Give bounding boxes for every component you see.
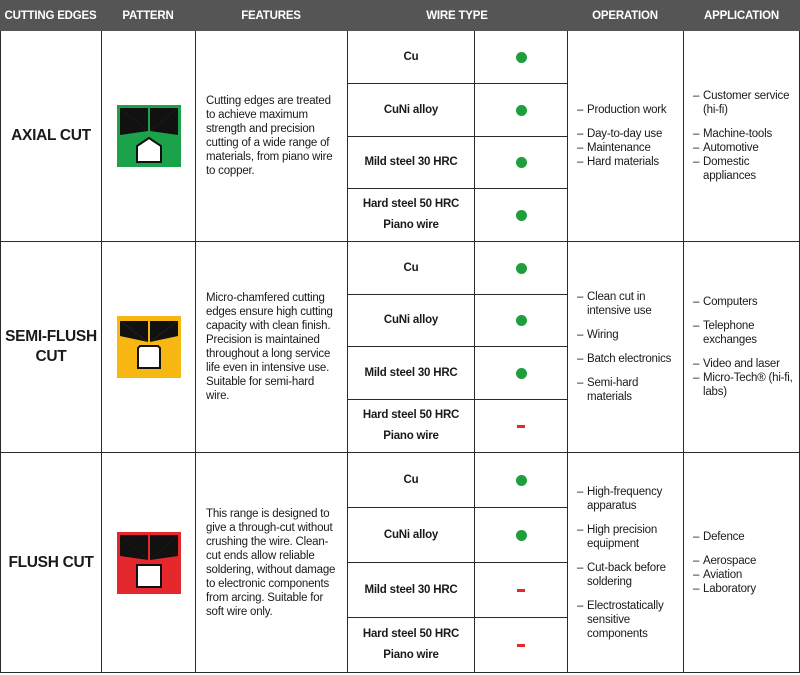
- suitability-mark: [475, 137, 567, 188]
- suitability-mark: [475, 508, 567, 562]
- features-semi-flush-cut: Micro-chamfered cutting edges ensure high cutting capacity with clean finish. Precision is maintained throughout a long service life even in intensive use. Suitable for semi-hard wire.: [206, 292, 333, 402]
- header-pattern: PATTERN: [122, 9, 174, 22]
- unsuitable-dash-icon: [517, 425, 525, 428]
- wire-type-cuni-alloy: CuNi alloy: [383, 103, 439, 116]
- header-operation: OPERATION: [592, 9, 658, 22]
- suitable-dot-icon: [516, 105, 527, 116]
- wire-type-piano-wire-line2: Piano wire: [383, 649, 439, 661]
- operation-item: – Clean cut in intensive use: [577, 290, 683, 318]
- wire-type-hard-steel-line1: Hard steel 50 HRC: [362, 198, 460, 210]
- suitability-mark: [475, 453, 567, 507]
- operation-item: – Wiring: [577, 328, 683, 342]
- operation-item: – Electrostatically sensitive components: [577, 599, 683, 641]
- table-header: [0, 0, 800, 31]
- pattern-cell: [102, 242, 195, 452]
- application-item: – Micro-Tech® (hi-fi, labs): [693, 371, 799, 399]
- wire-type-cu: Cu: [403, 50, 419, 63]
- suitability-mark: [475, 347, 567, 399]
- flush-cut-pattern-icon: [117, 532, 181, 594]
- suitable-dot-icon: [516, 315, 527, 326]
- row-label-text-line2: CUT: [35, 348, 67, 365]
- pattern-cell: [102, 453, 195, 672]
- semi-flush-cut-pattern-icon: [117, 316, 181, 378]
- wire-type-hard-steel: [348, 189, 474, 241]
- operation-semi-flush-cut: [568, 242, 683, 452]
- wire-type-hard-steel: [348, 618, 474, 672]
- application-axial-cut: [684, 31, 799, 241]
- operation-axial-cut: [568, 31, 683, 241]
- features-flush-cut: This range is designed to give a through-cut without crushing the wire. Clean-cut ends allow reliable soldering, without damage to electronic components from arcing. Suitable for soft wire only.: [206, 507, 336, 618]
- wire-type-cu: Cu: [403, 473, 419, 486]
- application-item: – Laboratory: [693, 582, 756, 596]
- header-cutting-edges: CUTTING EDGES: [4, 9, 97, 22]
- suitable-dot-icon: [516, 368, 527, 379]
- suitability-mark: [475, 84, 567, 136]
- suitable-dot-icon: [516, 475, 527, 486]
- axial-cut-pattern-icon: [117, 105, 181, 167]
- application-item: – Aviation: [693, 568, 756, 582]
- application-item: – Defence: [693, 530, 756, 544]
- operation-item: – High precision equipment: [577, 523, 683, 551]
- row-label-text: FLUSH CUT: [8, 553, 94, 571]
- unsuitable-dash-icon: [517, 644, 525, 647]
- row-label-axial-cut: [1, 31, 101, 241]
- application-item: – Video and laser: [693, 357, 799, 371]
- wire-type-mild-steel: Mild steel 30 HRC: [364, 366, 458, 379]
- operation-item: – Maintenance: [577, 141, 666, 155]
- operation-item: – Hard materials: [577, 155, 666, 169]
- row-label-semi-flush-cut: [1, 242, 101, 452]
- application-item: – Computers: [693, 295, 799, 309]
- row-label-flush-cut: [1, 453, 101, 672]
- suitable-dot-icon: [516, 263, 527, 274]
- header-wire-type: WIRE TYPE: [426, 9, 488, 22]
- pattern-cell: [102, 31, 195, 241]
- operation-item: – Production work: [577, 103, 666, 117]
- table-body: [0, 31, 800, 673]
- features-axial-cut: Cutting edges are treated to achieve maximum strength and precision cutting of a wide range of materials, from piano wire to copper.: [206, 95, 333, 177]
- application-flush-cut: [684, 453, 799, 672]
- unsuitable-dash-icon: [517, 589, 525, 592]
- wire-type-cuni-alloy: CuNi alloy: [383, 528, 439, 541]
- application-item: – Domestic appliances: [693, 155, 799, 183]
- operation-item: – High-frequency apparatus: [577, 485, 683, 513]
- wire-type-hard-steel-line1: Hard steel 50 HRC: [362, 409, 460, 421]
- suitability-mark: [475, 618, 567, 672]
- application-item: – Machine-tools: [693, 127, 799, 141]
- application-item: – Customer service (hi-fi): [693, 89, 799, 117]
- wire-type-hard-steel-line1: Hard steel 50 HRC: [362, 628, 460, 640]
- suitable-dot-icon: [516, 530, 527, 541]
- suitable-dot-icon: [516, 210, 527, 221]
- operation-item: – Batch electronics: [577, 352, 683, 366]
- operation-flush-cut: [568, 453, 683, 672]
- wire-type-piano-wire-line2: Piano wire: [383, 219, 439, 231]
- suitability-mark: [475, 295, 567, 346]
- row-label-text: AXIAL CUT: [11, 127, 91, 144]
- suitable-dot-icon: [516, 52, 527, 63]
- operation-item: – Day-to-day use: [577, 127, 666, 141]
- wire-type-mild-steel: Mild steel 30 HRC: [364, 583, 458, 596]
- application-item: – Telephone exchanges: [693, 319, 799, 347]
- suitability-mark: [475, 563, 567, 617]
- wire-type-hard-steel: [348, 400, 474, 452]
- operation-item: – Cut-back before soldering: [577, 561, 683, 589]
- suitability-mark: [475, 31, 567, 83]
- suitable-dot-icon: [516, 157, 527, 168]
- operation-item: – Semi-hard materials: [577, 376, 683, 404]
- application-item: – Aerospace: [693, 554, 756, 568]
- row-label-text: SEMI-FLUSH: [5, 328, 97, 345]
- suitability-mark: [475, 400, 567, 452]
- wire-type-cuni-alloy: CuNi alloy: [383, 314, 439, 326]
- header-application: APPLICATION: [704, 9, 779, 22]
- wire-type-piano-wire-line2: Piano wire: [383, 430, 439, 442]
- application-semi-flush-cut: [684, 242, 799, 452]
- header-features: FEATURES: [241, 9, 301, 22]
- application-item: – Automotive: [693, 141, 799, 155]
- wire-type-cu: Cu: [403, 261, 419, 274]
- suitability-mark: [475, 242, 567, 294]
- suitability-mark: [475, 189, 567, 241]
- wire-type-mild-steel: Mild steel 30 HRC: [364, 156, 458, 168]
